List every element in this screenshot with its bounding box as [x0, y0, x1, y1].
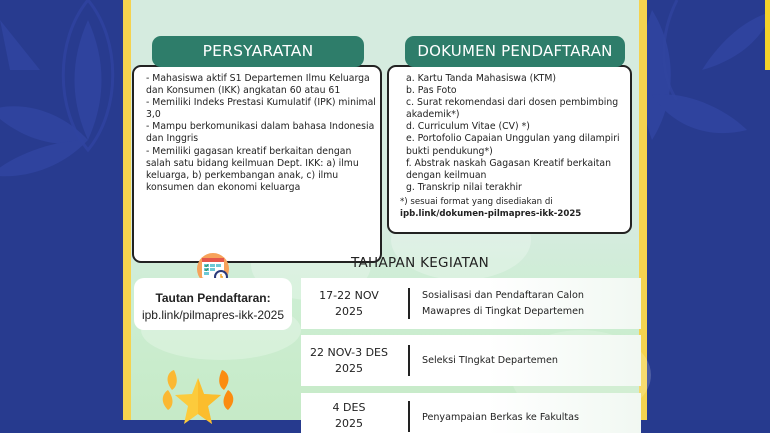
timeline-description-line: Penyampaian Berkas ke Fakultas	[422, 412, 580, 423]
left-decorative-panel	[0, 0, 123, 420]
star-laurel-icon	[160, 370, 240, 425]
floral-pattern-icon	[647, 0, 770, 420]
documents-note	[400, 197, 630, 220]
timeline-divider	[408, 401, 410, 432]
timeline-divider	[408, 345, 410, 376]
timeline-date	[301, 288, 397, 319]
timeline-date-year: 2025	[335, 304, 363, 318]
document-item: a. Kartu Tanda Mahasiswa (KTM)	[406, 73, 556, 84]
timeline-row	[301, 393, 641, 433]
documents-list	[406, 73, 628, 194]
document-item: d. Curriculum Vitae (CV) *)	[406, 121, 530, 133]
timeline-description-line: Mawapres di Tingkat Departemen	[422, 305, 585, 317]
timeline-description	[422, 288, 637, 319]
requirements-list	[146, 73, 378, 194]
document-item: e. Portofolio Capaian Unggulan yang dilampiri bukti pendukung*)	[406, 133, 620, 157]
documents-link[interactable]: ipb.link/dokumen-pilmapres-ikk-2025	[400, 208, 582, 219]
timeline-date-range: 17-22 NOV	[319, 289, 379, 302]
document-item: c. Surat rekomendasi dari dosen pembimbing akademik*)	[406, 97, 619, 121]
timeline-title: TAHAPAN KEGIATAN	[350, 255, 490, 271]
timeline-date	[301, 400, 397, 431]
documents-note-text: *) sesuai format yang disediakan di	[400, 197, 553, 207]
timeline-row	[301, 335, 641, 386]
timeline-date	[301, 345, 397, 376]
registration-link[interactable]: ipb.link/pilmapres-ikk-2025	[141, 308, 285, 322]
timeline-date-range: 22 NOV-3 DES	[310, 346, 388, 359]
registration-card	[134, 278, 292, 330]
right-decorative-panel	[647, 0, 770, 420]
documents-header: DOKUMEN PENDAFTARAN	[405, 36, 625, 67]
timeline-description-line: Seleksi TIngkat Departemen	[422, 355, 558, 366]
document-item: f. Abstrak naskah Gagasan Kreatif berkaitan dengan keilmuan	[406, 157, 611, 181]
timeline-date-year: 2025	[335, 416, 363, 430]
document-item: g. Transkrip nilai terakhir	[406, 181, 522, 193]
timeline-date-year: 2025	[335, 361, 363, 375]
left-yellow-border	[123, 0, 131, 420]
corner-accent	[765, 0, 770, 70]
requirement-item: - Memiliki gagasan kreatif berkaitan dengan salah satu bidang keilmuan Dept. IKK: a) ilmu keluarga, b) perkembangan anak, c) ilmu konsumen dan ekonomi keluarga	[146, 145, 359, 193]
registration-title: Tautan Pendaftaran:	[155, 291, 271, 305]
timeline-date-range: 4 DES	[332, 401, 366, 414]
timeline-divider	[408, 288, 410, 319]
timeline-description-line: Sosialisasi dan Pendaftaran Calon	[422, 290, 584, 301]
floral-pattern-icon	[0, 0, 123, 420]
timeline-description	[422, 410, 637, 426]
document-item: b. Pas Foto	[406, 85, 457, 97]
requirement-item: - Mampu berkomunikasi dalam bahasa Indonesia dan Inggris	[146, 121, 375, 145]
timeline-row	[301, 278, 641, 329]
requirement-item: - Memiliki Indeks Prestasi Kumulatif (IPK) minimal 3,0	[146, 97, 376, 121]
requirements-header: PERSYARATAN	[152, 36, 364, 67]
timeline-description	[422, 353, 637, 369]
requirement-item: - Mahasiswa aktif S1 Departemen Ilmu Keluarga dan Konsumen (IKK) angkatan 60 atau 61	[146, 73, 370, 97]
